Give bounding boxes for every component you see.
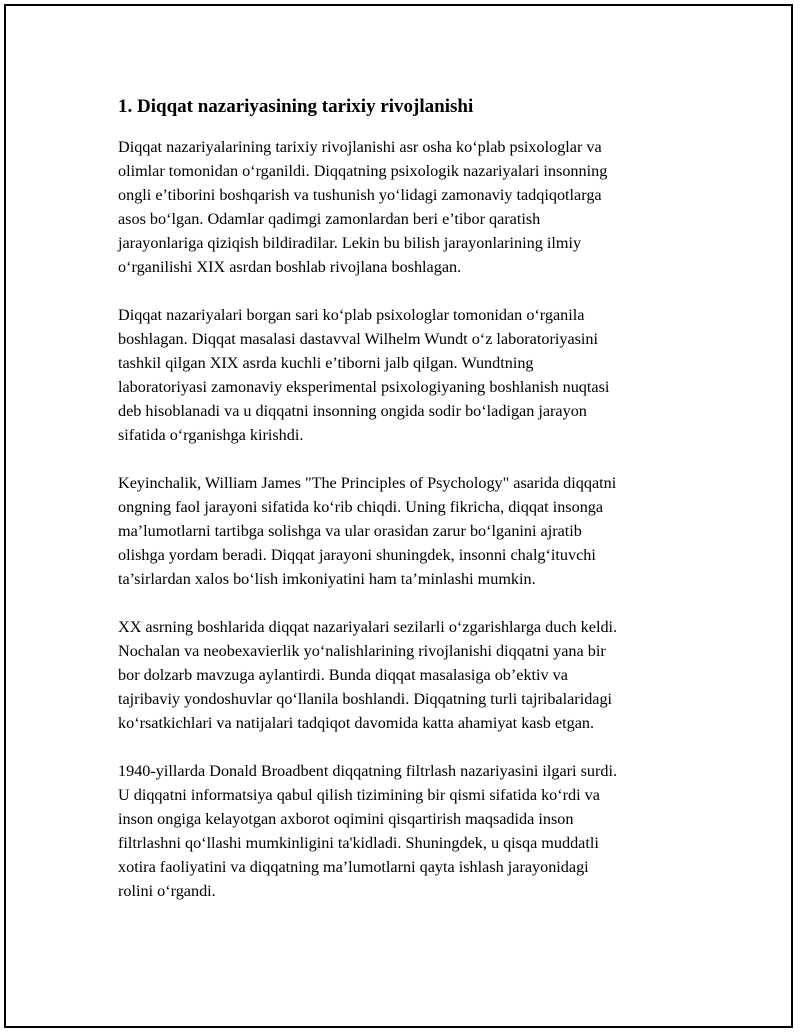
text-line: deb hisoblanadi va u diqqatni insonning ongida sodir bo‘ladigan jarayon (118, 402, 587, 420)
paragraph-2 (118, 303, 698, 447)
text-line: U diqqatni informatsiya qabul qilish tizimining bir qismi sifatida ko‘rdi va (118, 786, 600, 804)
paragraph-5 (118, 759, 698, 903)
text-line: xotira faoliyatini va diqqatning ma’lumotlarni qayta ishlash jarayonidagi (118, 858, 589, 876)
text-line: sifatida o‘rganishga kirishdi. (118, 426, 304, 444)
text-line: boshlagan. Diqqat masalasi dastavval Wilhelm Wundt o‘z laboratoriyasini (118, 330, 599, 348)
text-line: tajribaviy yondoshuvlar qo‘llanila boshlandi. Diqqatning turli tajribalaridagi (118, 690, 613, 708)
text-line: rolini o‘rgandi. (118, 882, 216, 900)
text-line: Diqqat nazariyalarining tarixiy rivojlanishi asr osha ko‘plab psixologlar va (118, 138, 602, 156)
text-line: inson ongiga kelayotgan axborot oqimini qisqartirish maqsadida inson (118, 810, 574, 828)
text-line: Keyinchalik, William James "The Principles of Psychology" asarida diqqatni (118, 474, 617, 492)
text-line: ko‘rsatkichlari va natijalari tadqiqot davomida katta ahamiyat kasb etgan. (118, 714, 595, 732)
text-line: Nochalan va neobexavierlik yo‘nalishlarining rivojlanishi diqqatni yana bir (118, 642, 606, 660)
text-line: jarayonlariga qiziqish bildiradilar. Lekin bu bilish jarayonlarining ilmiy (118, 234, 582, 252)
text-line: ongning faol jarayoni sifatida ko‘rib chiqdi. Uning fikricha, diqqat insonga (118, 498, 604, 516)
document-body (118, 94, 698, 927)
section-heading: 1. Diqqat nazariyasining tarixiy rivojlanishi (118, 96, 474, 117)
text-line: Diqqat nazariyalari borgan sari ko‘plab psixologlar tomonidan o‘rganila (118, 306, 585, 324)
text-line: o‘rganilishi XIX asrdan boshlab rivojlana boshlagan. (118, 258, 462, 276)
text-line: ongli e’tiborini boshqarish va tushunish yo‘lidagi zamonaviy tadqiqotlarga (118, 186, 602, 204)
text-line: olimlar tomonidan o‘rganildi. Diqqatning psixologik nazariyalari insonning (118, 162, 608, 180)
text-line: laboratoriyasi zamonaviy eksperimental psixologiyaning boshlanish nuqtasi (118, 378, 610, 396)
paragraph-4 (118, 615, 698, 735)
text-line: tashkil qilgan XIX asrda kuchli e’tiborni jalb qilgan. Wundtning (118, 354, 534, 372)
text-line: 1940-yillarda Donald Broadbent diqqatning filtrlash nazariyasini ilgari surdi. (118, 762, 617, 780)
text-line: asos bo‘lgan. Odamlar qadimgi zamonlardan beri e’tibor qaratish (118, 210, 541, 228)
paragraph-1 (118, 135, 698, 279)
text-line: olishga yordam beradi. Diqqat jarayoni shuningdek, insonni chalg‘ituvchi (118, 546, 596, 564)
text-line: ta’sirlardan xalos bo‘lish imkoniyatini ham ta’minlashi mumkin. (118, 570, 536, 588)
text-line: ma’lumotlarni tartibga solishga va ular orasidan zarur bo‘lganini ajratib (118, 522, 582, 540)
text-line: XX asrning boshlarida diqqat nazariyalari sezilarli o‘zgarishlarga duch keldi. (118, 618, 618, 636)
text-line: filtrlashni qo‘llashi mumkinligini ta'kidladi. Shuningdek, u qisqa muddatli (118, 834, 599, 852)
paragraph-3 (118, 471, 698, 591)
text-line: bor dolzarb mavzuga aylantirdi. Bunda diqqat masalasiga ob’ektiv va (118, 666, 568, 684)
